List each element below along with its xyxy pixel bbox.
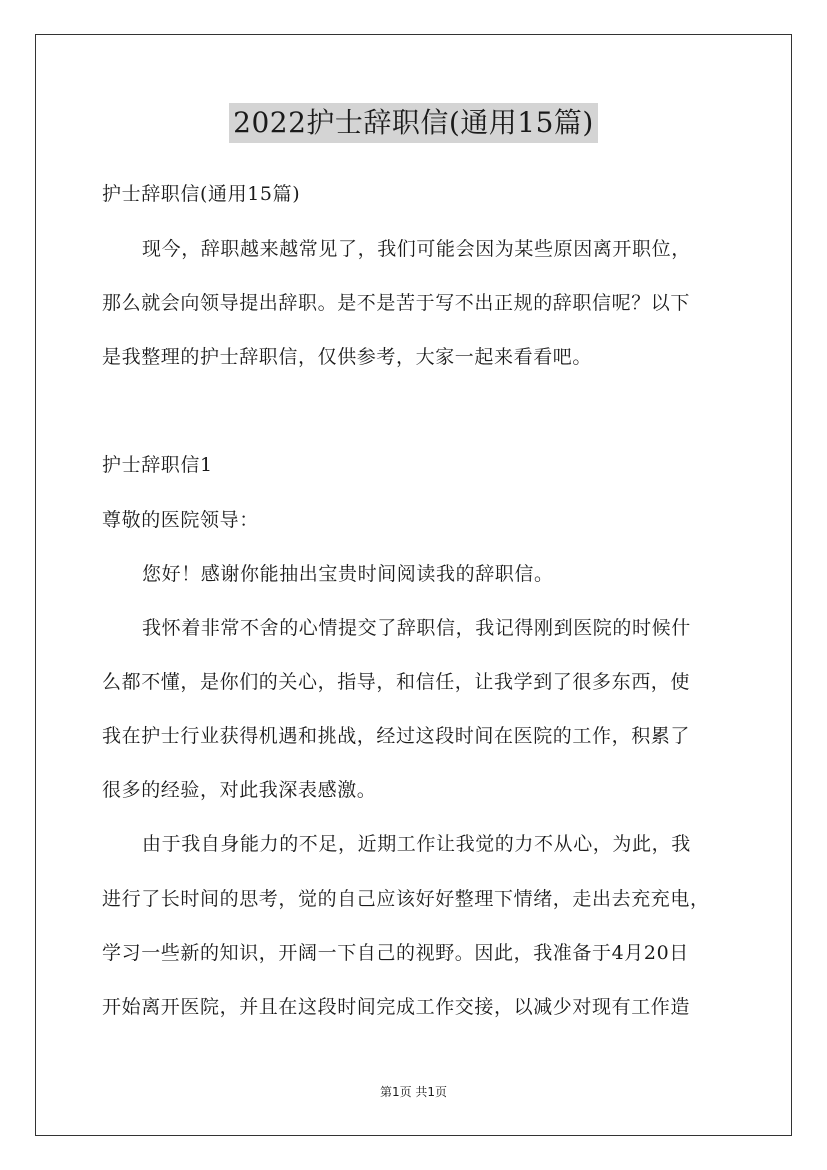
paragraph-line: 进行了长时间的思考，觉的自己应该好好整理下情绪，走出去充充电， [102,888,710,910]
paragraph-line: 开始离开医院，并且在这段时间完成工作交接，以减少对现有工作造 [102,996,691,1018]
title-container [0,103,827,143]
paragraph-line: 您好！感谢你能抽出宝贵时间阅读我的辞职信。 [142,563,554,585]
document-title: 2022护士辞职信(通用15篇) [229,103,598,143]
section-heading: 护士辞职信1 [102,454,213,476]
paragraph-line: 我怀着非常不舍的心情提交了辞职信，我记得刚到医院的时候什 [142,617,691,639]
salutation: 尊敬的医院领导： [102,509,259,531]
paragraph-line: 我在护士行业获得机遇和挑战，经过这段时间在医院的工作，积累了 [102,725,691,747]
paragraph-line: 是我整理的护士辞职信，仅供参考，大家一起来看看吧。 [102,346,593,368]
page-footer: 第1页 共1页 [379,1085,448,1099]
paragraph-line: 学习一些新的知识，开阔一下自己的视野。因此，我准备于4月20日 [102,942,689,964]
paragraph-line: 由于我自身能力的不足，近期工作让我觉的力不从心，为此，我 [142,833,691,855]
paragraph-line: 很多的经验，对此我深表感激。 [102,779,377,801]
paragraph-line: 现今，辞职越来越常见了，我们可能会因为某些原因离开职位， [142,238,691,260]
paragraph-line: 那么就会向领导提出辞职。是不是苦于写不出正规的辞职信呢？以下 [102,292,691,314]
document-subtitle: 护士辞职信(通用15篇) [102,183,301,205]
paragraph-line: 么都不懂，是你们的关心，指导，和信任，让我学到了很多东西，使 [102,671,691,693]
